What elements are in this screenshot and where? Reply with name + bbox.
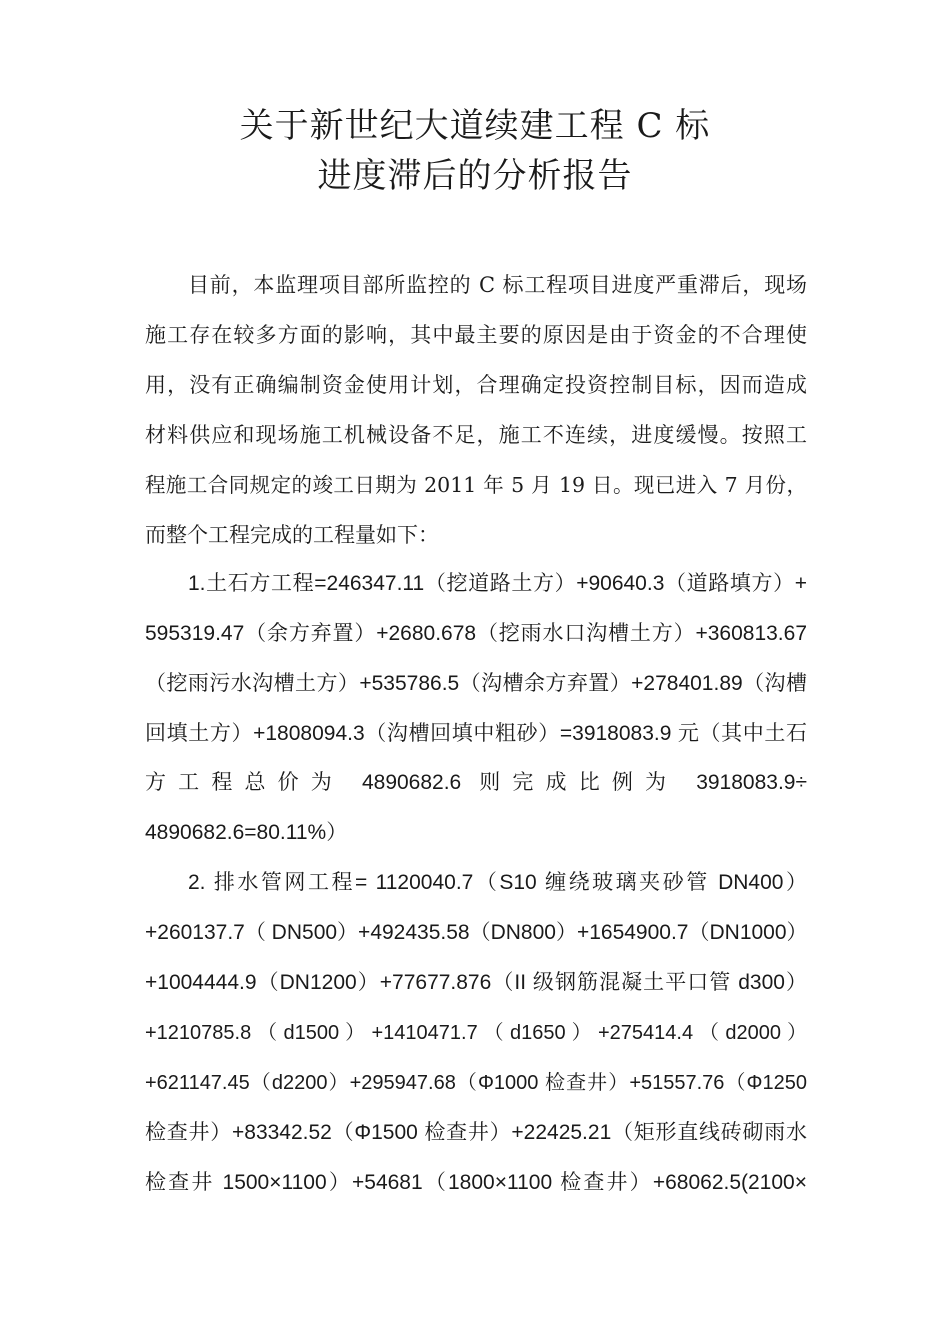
earthwork-line-5: 方工程总价为 4890682.6 则完成比例为 3918083.9÷ bbox=[145, 771, 807, 794]
drainage-line-7: 检查井 1500×1100）+54681（1800×1100 检查井）+68062.5(2100× bbox=[145, 1171, 807, 1194]
earthwork-line-2: 595319.47（余方弃置）+2680.678（挖雨水口沟槽土方）+360813.67 bbox=[145, 622, 807, 645]
paragraph-line-6: 而整个工程完成的工程量如下： bbox=[145, 523, 439, 547]
paragraph-line-3: 用，没有正确编制资金使用计划，合理确定投资控制目标，因而造成 bbox=[145, 373, 807, 397]
drainage-line-6: 检查井）+83342.52（Φ1500 检查井）+22425.21（矩形直线砖砌雨水 bbox=[145, 1121, 807, 1144]
earthwork-line-3: （挖雨污水沟槽土方）+535786.5（沟槽余方弃置）+278401.89（沟槽 bbox=[145, 672, 807, 695]
drainage-line-4: +1210785.8 （ d1500 ） +1410471.7 （ d1650 ） +275414.4 （ d2000 ） bbox=[145, 1022, 807, 1044]
drainage-line-1: 2. 排水管网工程= 1120040.7（S10 缠绕玻璃夹砂管 DN400） bbox=[188, 871, 807, 894]
document-title-line-2: 进度滞后的分析报告 bbox=[317, 156, 633, 196]
document-title-line-1: 关于新世纪大道续建工程 C 标 bbox=[239, 106, 711, 146]
earthwork-line-6: 4890682.6=80.11%） bbox=[145, 821, 348, 844]
drainage-line-3: +1004444.9（DN1200）+77677.876（II 级钢筋混凝土平口管 d300） bbox=[145, 971, 807, 994]
earthwork-line-1: 1.土石方工程=246347.11（挖道路土方）+90640.3（道路填方）+ bbox=[188, 572, 807, 595]
paragraph-line-2: 施工存在较多方面的影响，其中最主要的原因是由于资金的不合理使 bbox=[145, 323, 807, 347]
paragraph-line-1: 目前，本监理项目部所监控的 C 标工程项目进度严重滞后，现场 bbox=[188, 273, 807, 297]
paragraph-line-5: 程施工合同规定的竣工日期为 2011 年 5 月 19 日。现已进入 7 月份， bbox=[145, 473, 807, 497]
drainage-line-5: +621147.45（d2200）+295947.68（Φ1000 检查井）+51557.76（Φ1250 bbox=[145, 1072, 807, 1094]
earthwork-line-4: 回填土方）+1808094.3（沟槽回填中粗砂）=3918083.9 元（其中土石 bbox=[145, 722, 807, 745]
drainage-line-2: +260137.7（ DN500）+492435.58（DN800）+1654900.7（DN1000） bbox=[145, 921, 808, 944]
paragraph-line-4: 材料供应和现场施工机械设备不足，施工不连续，进度缓慢。按照工 bbox=[145, 423, 807, 447]
